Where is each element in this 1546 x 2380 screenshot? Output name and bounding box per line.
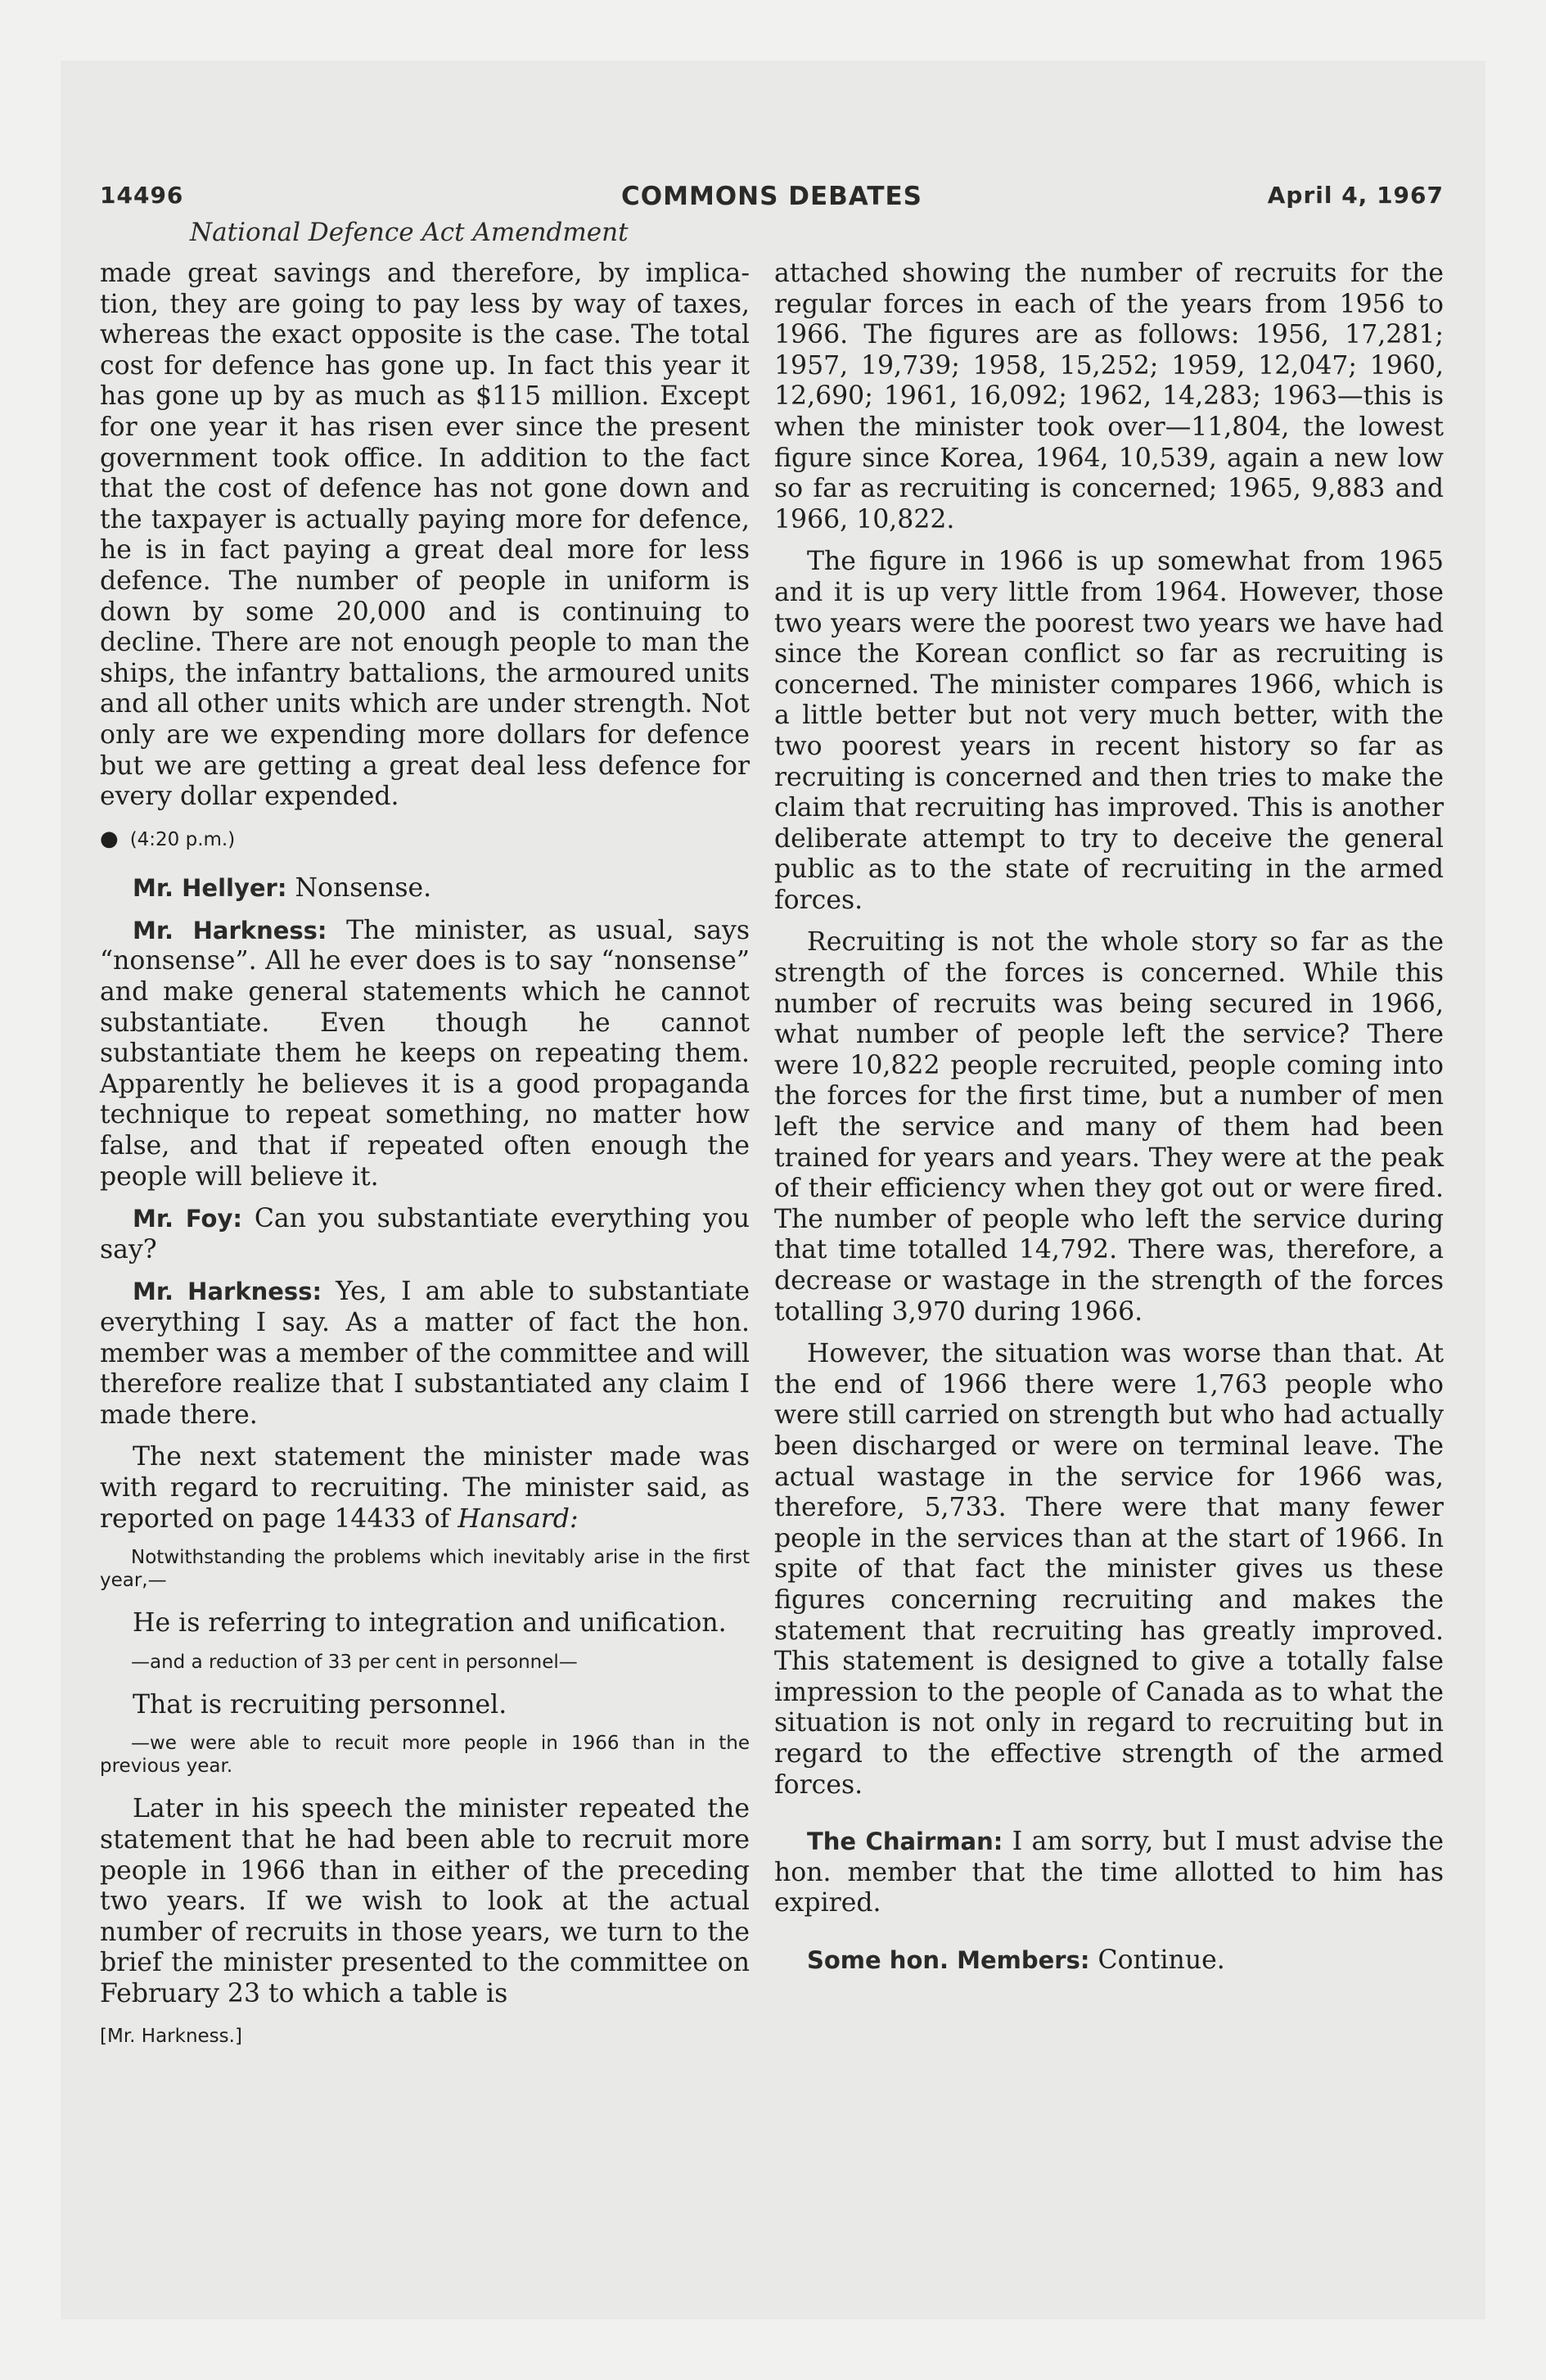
speech-harkness	[100, 1277, 750, 1431]
speech-harkness	[100, 916, 750, 1192]
page-number: 14496	[100, 182, 184, 209]
publication-title: COMMONS DEBATES	[621, 182, 922, 211]
time-stamp	[100, 824, 750, 856]
sitting-date: April 4, 1967	[1267, 182, 1444, 209]
paragraph: That is recruiting personnel.	[133, 1689, 507, 1720]
time-text: (4:20 p.m.)	[129, 828, 236, 850]
paragraph: He is referring to integration and unification.	[133, 1608, 727, 1639]
paragraph: attached showing the number of recruits for the regular forces in each of the years from 1956 to 1966. The figures are as follows: 1956, 17,281; 1957, 19,739; 1958, 15,252; 1959, 12,047; 1960, 12,690; 1961, 16,092; 1962, 14,283; 1963—this is when the minister took over—11,804, the lowest figure since Korea, 1964, 10,539, again a new low so far as recruiting is concerned; 1965, 9,883 and 1966, 10,822.	[774, 259, 1444, 534]
speaker-name: Some hon. Members:	[807, 1945, 1090, 1974]
speech-text: I am sorry, but I must advise the hon. member that the time allotted to him has expired.	[774, 1827, 1445, 1918]
speech-text: The minister, as usual, says “nonsense”. All he ever does is to say “nonsense” and make general statements which he cannot substantiate. Even though he cannot substantiate them he keeps on repeating them. Apparently he believes it is a good propaganda technique to repeat something, no matter how false, and that if repeated often enough the people will believe it.	[100, 915, 750, 1192]
speech-hellyer	[100, 873, 750, 904]
speech-text: Nonsense.	[295, 873, 432, 904]
speaker-name: Mr. Harkness:	[133, 916, 327, 944]
speech-chairman	[774, 1827, 1444, 1919]
speech-text: Can you substantiate everything you say?	[100, 1204, 750, 1264]
debate-subject: National Defence Act Amendment	[190, 218, 629, 247]
right-column	[774, 259, 1444, 1987]
quotation: —we were able to recuit more people in 1966 than in the previous year.	[100, 1733, 750, 1778]
speech-text: Yes, I am able to substantiate everything I say. As a matter of fact the hon. member was a member of the committee and will therefore realize that I substantiated any claim I made there.	[100, 1277, 750, 1430]
paragraph	[100, 1442, 750, 1535]
source-title: Hansard:	[457, 1503, 579, 1534]
paragraph: The figure in 1966 is up somewhat from 1965 and it is up very little from 1964. However, those two years were the poorest two years we have had since the Korean conflict so far as recruiting is concerned. The minister compares 1966, which is a little better but not very much better, with the two poorest years in recent history so far as recruiting is concerned and then tries to make the claim that recruiting has improved. This is another deliberate attempt to try to deceive the general public as to the state of recruiting in the armed forces.	[774, 547, 1444, 915]
paragraph: made great savings and therefore, by implication, they are going to pay less by way of taxes, whereas the exact opposite is the case. The total cost for defence has gone up. In fact this year it has gone up by as much as $115 million. Except for one year it has risen ever since the present government took office. In addition to the fact that the cost of defence has not gone down and the taxpayer is actually paying more for defence, he is in fact paying a great deal more for less defence. The number of people in uniform is down by some 20,000 and is continuing to decline. There are not enough people to man the ships, the infantry battalions, the armoured units and all other units which are under strength. Not only are we expending more dollars for defence but we are getting a great deal less defence for every dollar expended.	[100, 259, 750, 812]
speech-foy	[100, 1204, 750, 1265]
quotation: Notwithstanding the problems which inevitably arise in the first year,—	[100, 1547, 750, 1592]
speaker-name: Mr. Foy:	[133, 1205, 242, 1233]
speaker-footer: [Mr. Harkness.]	[100, 2025, 242, 2047]
quotation: —and a reduction of 33 per cent in personnel—	[131, 1651, 578, 1673]
paragraph: Recruiting is not the whole story so far as the strength of the forces is concerned. While this number of recruits was being secured in 1966, what number of people left the service? There were 10,822 people recruited, people coming into the forces for the first time, but a number of men left the service and many of them had been trained for years and years. They were at the peak of their efficiency when they got out or were fired. The number of people who left the service during that time totalled 14,792. There was, therefore, a decrease or wastage in the strength of the forces totalling 3,970 during 1966.	[774, 927, 1444, 1327]
speaker-name: Mr. Harkness:	[133, 1278, 322, 1306]
speech-members	[774, 1945, 1444, 1977]
speaker-name: The Chairman:	[807, 1828, 1003, 1856]
speaker-name: Mr. Hellyer:	[133, 874, 287, 903]
bullet-icon: ●	[100, 826, 119, 851]
left-column	[100, 259, 750, 2052]
paragraph: However, the situation was worse than that. At the end of 1966 there were 1,763 people who were still carried on strength but who had actually been discharged or were on terminal leave. The actual wastage in the service for 1966 was, therefore, 5,733. There were that many fewer people in the services than at the start of 1966. In spite of that fact the minister gives us these figures concerning recruiting and makes the statement that recruiting has greatly improved. This statement is designed to give a totally false impression to the people of Canada as to what the situation is not only in regard to recruiting but in regard to the effective strength of the armed forces.	[774, 1339, 1444, 1800]
paragraph: Later in his speech the minister repeated the statement that he had been able to recruit more people in 1966 than in either of the preceding two years. If we wish to look at the actual number of recruits in those years, we turn to the brief the minister presented to the committee on February 23 to which a table is	[100, 1794, 750, 2008]
speech-text: Continue.	[1098, 1945, 1225, 1975]
paragraph-text: The next statement the minister made was with regard to recruiting. The minister said, as reported on page 14433 of	[100, 1442, 750, 1534]
